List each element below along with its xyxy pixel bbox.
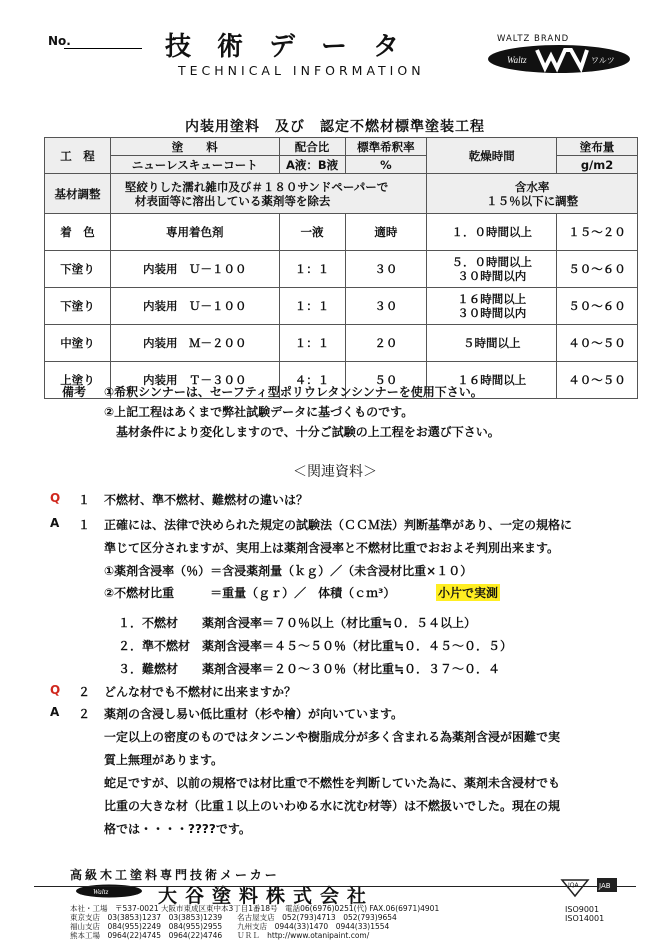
q1-text: 不燃材、準不燃材、難燃材の違いは？ <box>104 493 309 507</box>
brand-name: WALTZ BRAND <box>497 34 570 44</box>
header-amount: 塗布量 <box>557 138 638 156</box>
row-paint: 内装用 Ｕ－１００ <box>110 288 279 325</box>
header-amount-unit: g/m2 <box>557 156 638 174</box>
svg-text:Waltz: Waltz <box>507 55 527 65</box>
a1-formula1: ①薬剤含浸率（％）＝含浸薬剤量（ｋｇ）／（未含浸材比重×１０） <box>104 564 473 578</box>
row-paint: 内装用 Ｍ－２００ <box>110 325 279 362</box>
table-header-row <box>45 138 638 156</box>
a1-formula2: ②不燃材比重 ＝重量（ｇｒ）／ 体積（ｃｍ³） <box>104 586 396 600</box>
row-process: 下塗り <box>45 251 111 288</box>
header-dilution: 標準希釈率 <box>345 138 427 156</box>
header-process: 工 程 <box>45 138 111 174</box>
header-ratio: 配合比 <box>279 138 345 156</box>
row-drying-line1: ５時間以上 <box>462 336 521 350</box>
row-drying <box>427 288 557 325</box>
a1-highlight: 小片で実測 <box>438 586 499 600</box>
address-line-2: 東京支店 03(3853)1237 03(3853)1239 名古屋支店 052(793)4713 052(793)9654 <box>70 913 397 922</box>
base-text-line1: 堅絞りした濡れ雑巾及び＃１８０サンドペーパーで <box>124 179 389 194</box>
base-text-line2: 材表面等に溶出している薬剤等を除去 <box>134 193 331 208</box>
q2-letter: Q <box>50 683 61 697</box>
row-drying-line1: ５．０時間以上 <box>451 255 532 269</box>
a1-line1: 正確には、法律で決められた規定の試験法（ＣＣＭ法）判断基準があり、一定の規格に <box>104 518 573 532</box>
q2-text: どんな材でも不燃材に出来ますか？ <box>104 685 297 699</box>
row-drying-line1: １．０時間以上 <box>451 225 532 239</box>
page-subtitle: TECHNICAL INFORMATION <box>178 63 425 78</box>
row-process: 上塗り <box>45 362 111 399</box>
certification-mark-icon <box>560 874 590 898</box>
row-dilution: ２０ <box>345 325 427 362</box>
row-dilution: ３０ <box>345 251 427 288</box>
row-drying-line2: ３０時間以内 <box>457 306 527 320</box>
related-heading: ＜関連資料＞ <box>293 464 377 480</box>
number-line <box>64 48 142 49</box>
address-line-3: 福山支店 084(955)2249 084(955)2955 九州支店 0944(33)1470 0944(33)1554 <box>70 922 390 931</box>
row-ratio: 一液 <box>279 214 345 251</box>
notes-label: 備考 <box>62 385 87 399</box>
row-drying <box>427 214 557 251</box>
a1-letter: A <box>50 516 60 530</box>
header-paint: 塗 料 <box>110 138 279 156</box>
a2-line4: 蛇足ですが、以前の規格では材比重で不燃性を判断していた為に、薬剤未含浸材でも <box>104 776 561 790</box>
row-drying <box>427 251 557 288</box>
row-process: 中塗り <box>45 325 111 362</box>
svg-text:JQA: JQA <box>568 882 579 889</box>
row-amount: ４０～５０ <box>557 362 638 399</box>
a1-category-2: ２．準不燃材 薬剤含浸率＝４５～５０％（材比重≒０．４５～０．５） <box>118 639 513 653</box>
base-label: 基材調整 <box>45 174 111 214</box>
page-title: 技術データ <box>165 32 426 62</box>
a2-line5: 比重の大きな材（比重１以上のいわゆる水に沈む材等）は不燃扱いでした。現在の規 <box>104 799 561 813</box>
row-paint: 内装用 Ｕ－１００ <box>110 251 279 288</box>
svg-text:ワルツ: ワルツ <box>591 56 615 65</box>
header-paint-name: ニューレスキューコート <box>110 156 279 174</box>
row-dilution: ３０ <box>345 288 427 325</box>
row-process: 下塗り <box>45 288 111 325</box>
accreditation-mark-icon <box>596 874 618 896</box>
a1-category-3: ３．難燃材 薬剤含浸率＝２０～３０％（材比重≒０．３７～０．４ <box>118 662 501 676</box>
footer-tagline: 高級木工塗料専門技術メーカー <box>70 868 280 882</box>
a1-line2: 準じて区分されますが、実用上は薬剤含浸率と不燃材比重でおおよそ判別出来ます。 <box>104 541 560 555</box>
svg-text:Waltz: Waltz <box>93 888 109 896</box>
row-ratio: １：１ <box>279 251 345 288</box>
a2-line1: 薬剤の含浸し易い低比重材（杉や檜）が向いています。 <box>104 707 404 721</box>
row-ratio: ４：１ <box>279 362 345 399</box>
a2-number: ２ <box>78 707 91 721</box>
address-line-4: 熊本工場 0964(22)4745 0964(22)4746 ＵＲＬ http://www.otanipaint.com/ <box>70 931 370 940</box>
row-dilution: ５０ <box>345 362 427 399</box>
row-amount: ５０～６０ <box>557 251 638 288</box>
a2-letter: A <box>50 705 60 719</box>
q2-number: ２ <box>78 685 91 699</box>
company-name: 大谷塗料株式会社 <box>158 885 375 907</box>
waltz-logo-icon <box>487 44 631 74</box>
row-drying-line1: １６時間以上 <box>457 373 527 387</box>
number-label: No. <box>48 34 71 48</box>
row-paint: 内装用 Ｔ－３００ <box>110 362 279 399</box>
table-row <box>45 214 638 251</box>
q1-letter: Q <box>50 491 61 505</box>
header-dilution-unit: % <box>345 156 427 174</box>
row-drying <box>427 325 557 362</box>
iso-14001: ISO14001 <box>565 914 605 923</box>
table-row <box>45 325 638 362</box>
row-amount: ５０～６０ <box>557 288 638 325</box>
row-process: 着 色 <box>45 214 111 251</box>
base-moisture <box>427 174 638 214</box>
row-dilution: 適時 <box>345 214 427 251</box>
table-row <box>45 288 638 325</box>
row-ratio: １：１ <box>279 325 345 362</box>
a2-line2: 一定以上の密度のものではタンニンや樹脂成分が多く含まれる為薬剤含浸が困難で実 <box>104 730 561 744</box>
row-drying-line1: １６時間以上 <box>457 292 527 306</box>
a1-category-1: １．不燃材 薬剤含浸率＝７０％以上（材比重≒０．５４以上） <box>118 616 477 630</box>
a2-line6: 格では・・・・????です。 <box>104 822 251 836</box>
row-drying-line2: ３０時間以内 <box>457 269 527 283</box>
row-amount: １５～２０ <box>557 214 638 251</box>
base-moisture-line1: 含水率 <box>514 179 550 194</box>
note-1: ①希釈シンナーは、セーフティ型ポリウレタンシンナーを使用下さい。 <box>104 385 483 399</box>
base-text <box>110 174 426 214</box>
svg-text:JAB: JAB <box>599 882 611 890</box>
a2-line3: 質上無理があります。 <box>104 753 224 767</box>
header-ratio-sub: A液：B液 <box>279 156 345 174</box>
row-paint: 専用着色剤 <box>110 214 279 251</box>
base-moisture-line2: １５％以下に調整 <box>486 193 579 208</box>
base-adjust-row <box>45 174 638 214</box>
note-3: 基材条件により変化しますので、十分ご試験の上工程をお選び下さい。 <box>116 425 500 439</box>
header-drying: 乾燥時間 <box>427 138 557 174</box>
iso-9001: ISO9001 <box>565 905 600 914</box>
note-2: ②上記工程はあくまで弊社試験データに基づくものです。 <box>104 405 414 419</box>
q1-number: １ <box>78 493 91 507</box>
address-line-1: 本社・工場 〒537-0021 大阪市東成区東中本3丁目1番18号 電話06(6976)0251(代) FAX.06(6971)4901 <box>70 904 440 913</box>
document-title: 内装用塗料 及び 認定不燃材標準塗装工程 <box>185 119 485 135</box>
coating-process-table <box>44 137 638 399</box>
a1-number: １ <box>78 518 91 532</box>
footer-divider <box>34 886 636 887</box>
row-ratio: １：１ <box>279 288 345 325</box>
table-row <box>45 251 638 288</box>
row-amount: ４０～５０ <box>557 325 638 362</box>
